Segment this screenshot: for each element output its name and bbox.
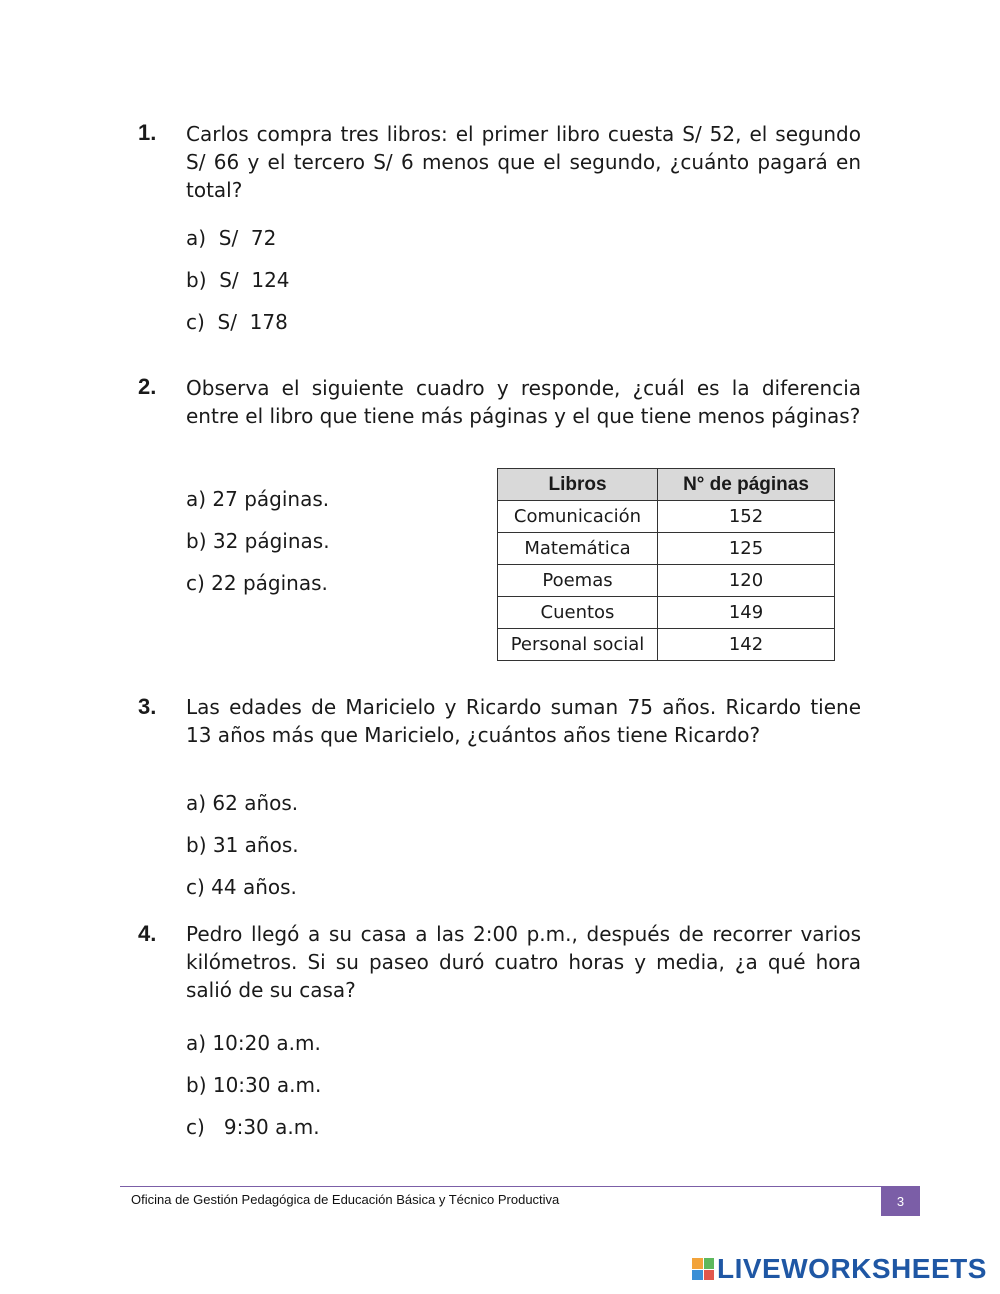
liveworksheets-brand[interactable] <box>692 1254 987 1284</box>
question-1-text: Carlos compra tres libros: el primer libro cuesta S/ 52, el segundo S/ 66 y el tercero S/ 6 menos que el segundo, ¿cuánto pagará en total? <box>186 122 861 202</box>
question-2-option-a[interactable]: a) 27 páginas. <box>186 487 330 511</box>
question-2-option-c[interactable]: c) 22 páginas. <box>186 571 328 595</box>
question-1-option-c[interactable]: c) S/ 178 <box>186 310 288 334</box>
question-1-option-a[interactable]: a) S/ 72 <box>186 226 277 250</box>
footer-text: Oficina de Gestión Pedagógica de Educación Básica y Técnico Productiva <box>131 1192 560 1207</box>
table-cell-pages: 149 <box>658 597 835 629</box>
question-4-option-a[interactable]: a) 10:20 a.m. <box>186 1031 321 1055</box>
table-cell-pages: 120 <box>658 565 835 597</box>
table-header-books: Libros <box>498 469 658 501</box>
table-row <box>498 597 835 629</box>
question-2-option-b[interactable]: b) 32 páginas. <box>186 529 330 553</box>
question-1-number: 1. <box>138 120 157 145</box>
table-row <box>498 533 835 565</box>
question-2-text: Observa el siguiente cuadro y responde, ¿cuál es la diferencia entre el libro que tiene más páginas y el que tiene menos páginas? <box>186 376 861 428</box>
table-cell-pages: 125 <box>658 533 835 565</box>
table-cell-pages: 152 <box>658 501 835 533</box>
question-4-option-b[interactable]: b) 10:30 a.m. <box>186 1073 322 1097</box>
brand-name: LIVEWORKSHEETS <box>717 1253 987 1284</box>
question-3-option-a[interactable]: a) 62 años. <box>186 791 299 815</box>
pages-table <box>497 468 835 661</box>
page-number: 3 <box>881 1186 920 1216</box>
question-3-option-b[interactable]: b) 31 años. <box>186 833 299 857</box>
question-3-option-c[interactable]: c) 44 años. <box>186 875 297 899</box>
question-4-number: 4. <box>138 921 157 946</box>
footer-divider <box>120 1186 920 1187</box>
table-cell-book: Poemas <box>498 565 658 597</box>
table-header-pages: N° de páginas <box>658 469 835 501</box>
question-3-number: 3. <box>138 694 157 719</box>
table-header-row <box>498 469 835 501</box>
table-cell-book: Matemática <box>498 533 658 565</box>
table-cell-pages: 142 <box>658 629 835 661</box>
question-3-text: Las edades de Maricielo y Ricardo suman 75 años. Ricardo tiene 13 años más que Maricielo, ¿cuántos años tiene Ricardo? <box>186 695 861 747</box>
table-cell-book: Cuentos <box>498 597 658 629</box>
table-row <box>498 629 835 661</box>
question-4-text: Pedro llegó a su casa a las 2:00 p.m., después de recorrer varios kilómetros. Si su paseo duró cuatro horas y media, ¿a qué hora salió de su casa? <box>186 922 861 1002</box>
question-1-option-b[interactable]: b) S/ 124 <box>186 268 290 292</box>
question-4-option-c[interactable]: c) 9:30 a.m. <box>186 1115 320 1139</box>
table-row <box>498 565 835 597</box>
table-cell-book: Personal social <box>498 629 658 661</box>
liveworksheets-logo-icon <box>692 1258 714 1280</box>
table-row <box>498 501 835 533</box>
table-cell-book: Comunicación <box>498 501 658 533</box>
question-2-number: 2. <box>138 374 157 399</box>
